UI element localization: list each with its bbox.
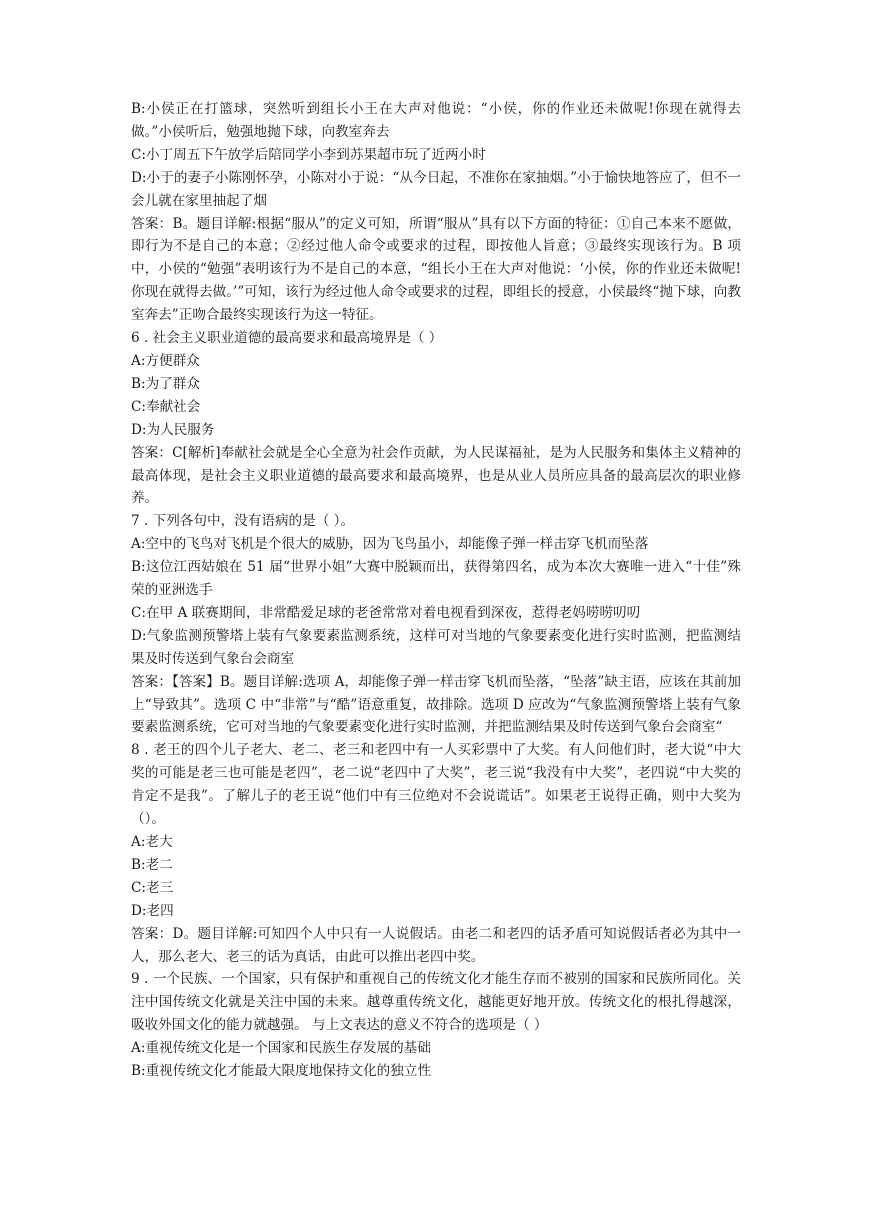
option-line: B:老二 (131, 856, 173, 873)
option-line: D:为人民服务 (131, 421, 215, 438)
question-7: 7 . 下列各句中，没有语病的是（ ）。 (131, 513, 355, 530)
option-line: C:老三 (131, 879, 174, 896)
option-line: A:重视传统文化是一个国家和民族生存发展的基础 (131, 1040, 431, 1057)
option-line: D:老四 (131, 902, 174, 919)
question-6: 6 . 社会主义职业道德的最高要求和最高境界是（ ） (131, 330, 443, 347)
option-line: B:小侯正在打篮球，突然听到组长小王在大声对他说：“小侯，你的作业还未做呢!你现在就得去做。”小侯听后，勉强地抛下球，向教室奔去 (131, 101, 741, 140)
option-line: D:气象监测预警塔上装有气象要素监测系统，这样可对当地的气象要素变化进行实时监测，把监测结果及时传送到气象台会商室 (131, 627, 741, 667)
answer-paragraph: 答案：B。题目详解:根据“服从”的定义可知，所谓“服从”具有以下方面的特征：①自己本来不愿做，即行为不是自己的本意；②经过他人命令或要求的过程，即按他人旨意；③最终实现该行为。B 项中，小侯的“勉强”表明该行为不是自己的本意，“组长小王在大声对他说：‘小侯，你的作业还未做呢!你现在就得去做。’”可知，该行为经过他人命令或要求的过程，即组长的授意，小侯最终“抛下球，向教室奔去”正吻合最终实现该行为这一特征。 (131, 215, 741, 324)
option-line: B:重视传统文化才能最大限度地保持文化的独立性 (131, 1063, 432, 1080)
answer-paragraph: 答案：C[解析]奉献社会就是全心全意为社会作贡献，为人民谋福祉，是为人民服务和集体主义精神的最高体现，是社会主义职业道德的最高要求和最高境界，也是从业人员所应具备的最高层次的职业修养。 (131, 444, 741, 507)
option-line: C:奉献社会 (131, 398, 201, 415)
option-line: B:为了群众 (131, 375, 200, 392)
option-line: C:小丁周五下午放学后陪同学小李到苏果超市玩了近两小时 (131, 146, 486, 163)
option-line: A:空中的飞鸟对飞机是个很大的威胁，因为飞鸟虽小，却能像子弹一样击穿飞机而坠落 (131, 536, 649, 553)
option-line: A:方便群众 (131, 352, 200, 369)
answer-paragraph: 答案：D。题目详解:可知四个人中只有一人说假话。由老二和老四的话矛盾可知说假话者必为其中一人，那么老大、老三的话为真话，由此可以推出老四中奖。 (131, 925, 741, 965)
document-body (131, 98, 741, 1083)
option-line: C:在甲 A 联赛期间，非常酷爱足球的老爸常常对着电视看到深夜，惹得老妈唠唠叨叨 (131, 604, 641, 621)
question-9: 9 . 一个民族、一个国家，只有保护和重视自己的传统文化才能生存而不被别的国家和民族所同化。关注中国传统文化就是关注中国的未来。越尊重传统文化，越能更好地开放。传统文化的根扎得越深，吸收外国文化的能力就越强。 与上文表达的意义不符合的选项是（ ） (131, 971, 741, 1034)
option-line: A:老大 (131, 834, 173, 850)
option-line: D:小于的妻子小陈刚怀孕，小陈对小于说：“从今日起，不准你在家抽烟。”小于愉快地答应了，但不一会儿就在家里抽起了烟 (131, 169, 741, 209)
option-line: B:这位江西姑娘在 51 届“世界小姐”大赛中脱颖而出，获得第四名，成为本次大赛唯一进入“十佳”殊荣的亚洲选手 (131, 559, 741, 599)
answer-paragraph: 答案：【答案】B。题目详解:选项 A，却能像子弹一样击穿飞机而坠落，“坠落”缺主语，应该在其前加上“导致其”。选项 C 中“非常”与“酷”语意重复，故排除。选项 D 应改为“气象监测预警塔上装有气象要素监测系统，它可对当地的气象要素变化进行实时监测，并把监测结果及时传送到气象台会商室“ (131, 673, 741, 736)
question-8: 8 . 老王的四个儿子老大、老二、老三和老四中有一人买彩票中了大奖。有人问他们时，老大说“中大奖的可能是老三也可能是老四”，老二说“老四中了大奖”，老三说“我没有中大奖”，老四说“中大奖的肯定不是我”。了解儿子的老王说“他们中有三位绝对不会说谎话”。如果老王说得正确，则中大奖为（）。 (131, 742, 741, 828)
